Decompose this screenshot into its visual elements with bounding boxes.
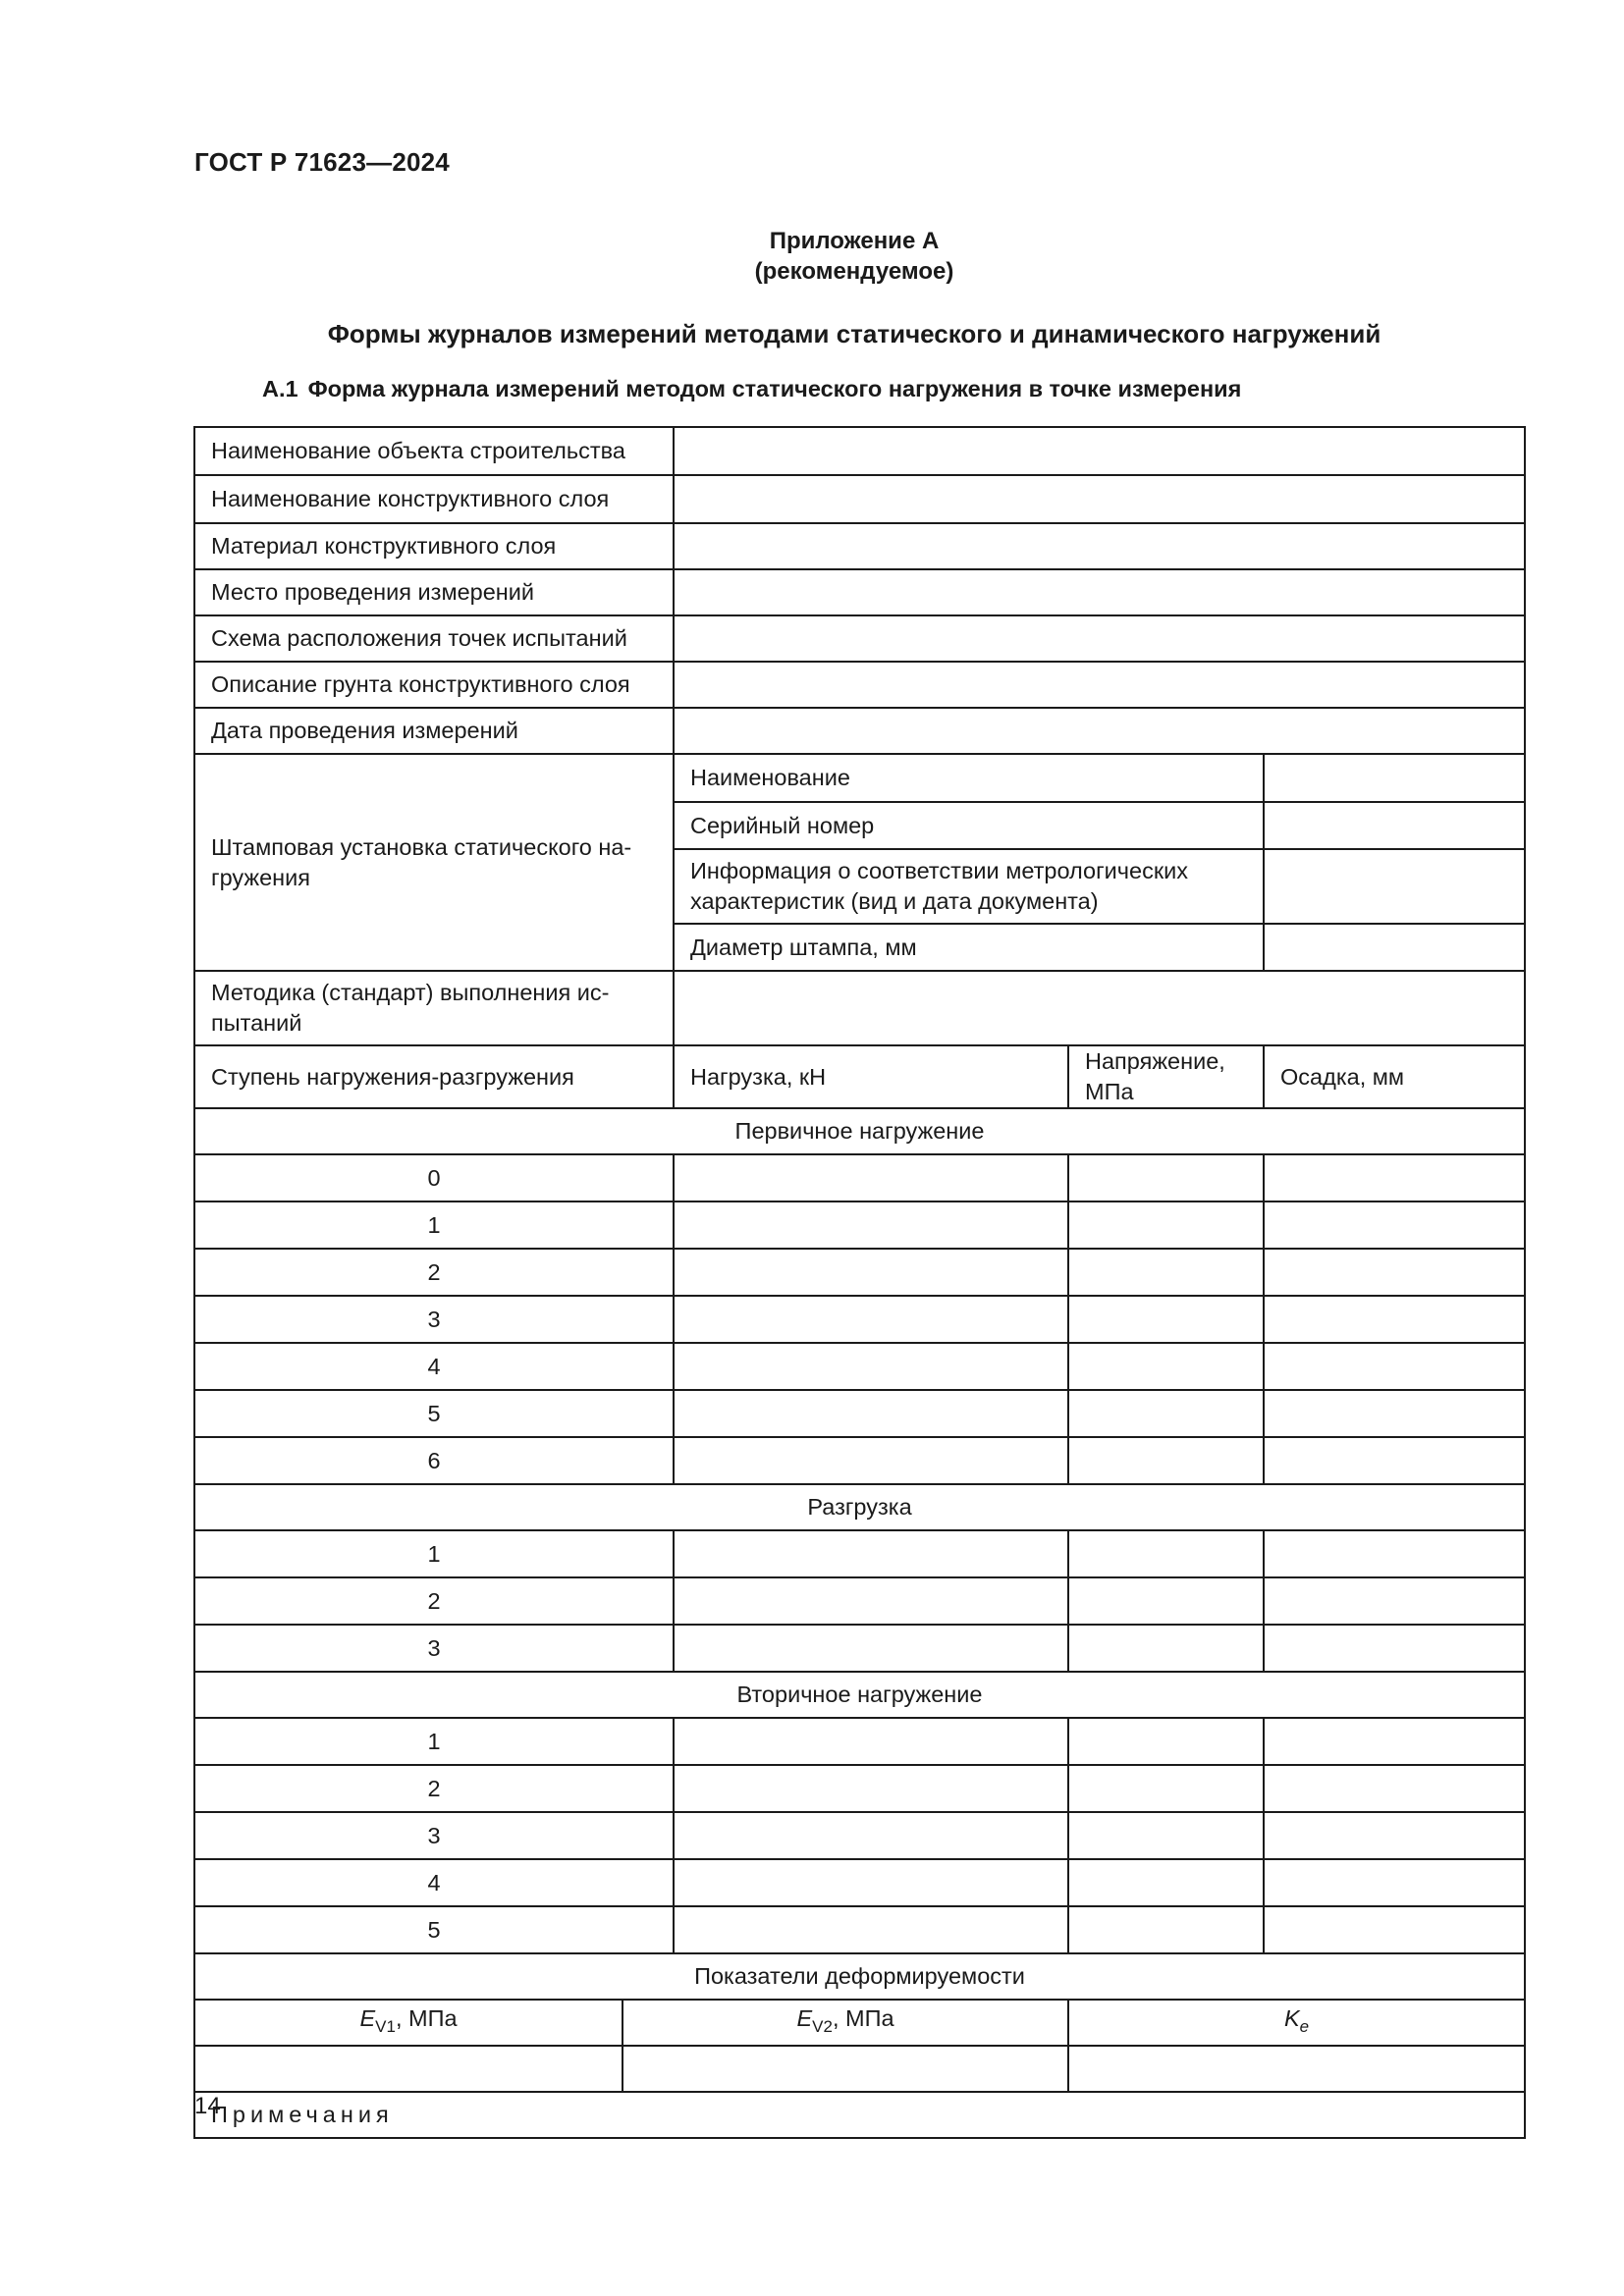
appendix-title: Приложение А — [769, 228, 940, 254]
settlement-cell[interactable] — [1264, 1765, 1525, 1812]
settlement-cell[interactable] — [1264, 1577, 1525, 1625]
page-number: 14 — [194, 2093, 221, 2119]
step-row — [194, 1812, 1525, 1859]
stress-cell[interactable] — [1068, 1577, 1264, 1625]
appendix-heading — [0, 226, 1624, 287]
appendix-subtitle: (рекомендуемое) — [754, 258, 954, 285]
stamp-row — [194, 754, 1525, 802]
section-header-row — [194, 1953, 1525, 2000]
stamp-item-label: Серийный номер — [674, 802, 1264, 849]
load-cell[interactable] — [674, 1530, 1068, 1577]
section-header-deformation: Показатели деформируемости — [194, 1953, 1525, 2000]
load-cell[interactable] — [674, 1859, 1068, 1906]
info-value-cell[interactable] — [674, 615, 1525, 662]
ev2-index: V2 — [812, 2017, 833, 2036]
info-label: Место проведения измерений — [194, 569, 674, 615]
step-number: 3 — [194, 1812, 674, 1859]
ev1-value-cell[interactable] — [194, 2046, 623, 2092]
load-cell[interactable] — [674, 1296, 1068, 1343]
settlement-cell[interactable] — [1264, 1812, 1525, 1859]
stamp-item-label: Диаметр штампа, мм — [674, 924, 1264, 971]
step-row — [194, 1201, 1525, 1249]
step-row — [194, 1390, 1525, 1437]
settlement-cell[interactable] — [1264, 1906, 1525, 1953]
stress-cell[interactable] — [1068, 1718, 1264, 1765]
step-row — [194, 1906, 1525, 1953]
info-label: Дата проведения измерений — [194, 708, 674, 754]
section-header-secondary-loading: Вторичное нагружение — [194, 1672, 1525, 1718]
info-label: Описание грунта конструктивного слоя — [194, 662, 674, 708]
step-row — [194, 1577, 1525, 1625]
step-row — [194, 1718, 1525, 1765]
stress-cell[interactable] — [1068, 1859, 1264, 1906]
load-cell[interactable] — [674, 1577, 1068, 1625]
load-cell[interactable] — [674, 1812, 1068, 1859]
load-cell[interactable] — [674, 1249, 1068, 1296]
stamp-label — [194, 754, 674, 971]
info-row — [194, 475, 1525, 523]
notes-cell[interactable] — [194, 2092, 1525, 2138]
stamp-item-label: Наименование — [674, 754, 1264, 802]
info-label: Наименование конструктивного слоя — [194, 475, 674, 523]
step-number: 5 — [194, 1390, 674, 1437]
load-cell[interactable] — [674, 1625, 1068, 1672]
method-label-line: Методика (стандарт) выполнения ис- — [211, 980, 610, 1005]
step-number: 4 — [194, 1859, 674, 1906]
step-number: 1 — [194, 1718, 674, 1765]
stamp-item-value-cell[interactable] — [1264, 754, 1525, 802]
info-value-cell[interactable] — [674, 427, 1525, 475]
load-cell[interactable] — [674, 1765, 1068, 1812]
info-value-cell[interactable] — [674, 708, 1525, 754]
section-header-row — [194, 1484, 1525, 1530]
stamp-item-value-cell[interactable] — [1264, 849, 1525, 924]
column-header-settlement: Осадка, мм — [1264, 1045, 1525, 1108]
step-row — [194, 1859, 1525, 1906]
metrology-line: характеристик (вид и дата документа) — [690, 888, 1099, 914]
deformation-header-row — [194, 2000, 1525, 2046]
ev1-index: V1 — [375, 2017, 396, 2036]
stress-cell[interactable] — [1068, 1249, 1264, 1296]
ke-header — [1068, 2000, 1525, 2046]
load-cell[interactable] — [674, 1154, 1068, 1201]
settlement-cell[interactable] — [1264, 1201, 1525, 1249]
notes-row — [194, 2092, 1525, 2138]
info-row — [194, 615, 1525, 662]
stamp-item-value-cell[interactable] — [1264, 802, 1525, 849]
stamp-label-line: гружения — [211, 864, 311, 890]
step-number: 2 — [194, 1249, 674, 1296]
section-header-row — [194, 1108, 1525, 1154]
ke-value-cell[interactable] — [1068, 2046, 1525, 2092]
settlement-cell[interactable] — [1264, 1718, 1525, 1765]
ke-symbol: K — [1283, 2005, 1300, 2031]
ev1-symbol: E — [359, 2005, 376, 2031]
stress-cell[interactable] — [1068, 1201, 1264, 1249]
load-cell[interactable] — [674, 1718, 1068, 1765]
load-cell[interactable] — [674, 1390, 1068, 1437]
load-cell[interactable] — [674, 1906, 1068, 1953]
column-header-load: Нагрузка, кН — [674, 1045, 1068, 1108]
section-header-primary-loading: Первичное нагружение — [194, 1108, 1525, 1154]
section-title-text: Форма журнала измерений методом статического нагружения в точке измерения — [307, 376, 1242, 401]
step-row — [194, 1249, 1525, 1296]
step-row — [194, 1343, 1525, 1390]
step-row — [194, 1437, 1525, 1484]
step-row — [194, 1625, 1525, 1672]
stress-cell[interactable] — [1068, 1343, 1264, 1390]
step-row — [194, 1530, 1525, 1577]
load-cell[interactable] — [674, 1437, 1068, 1484]
method-value-cell[interactable] — [674, 971, 1525, 1045]
settlement-cell[interactable] — [1264, 1343, 1525, 1390]
stress-cell[interactable] — [1068, 1812, 1264, 1859]
step-number: 5 — [194, 1906, 674, 1953]
info-value-cell[interactable] — [674, 569, 1525, 615]
settlement-cell[interactable] — [1264, 1390, 1525, 1437]
info-label: Материал конструктивного слоя — [194, 523, 674, 569]
document-code: ГОСТ Р 71623—2024 — [194, 147, 450, 177]
settlement-cell[interactable] — [1264, 1296, 1525, 1343]
stress-cell[interactable] — [1068, 1765, 1264, 1812]
method-label — [194, 971, 674, 1045]
section-header-unloading: Разгрузка — [194, 1484, 1525, 1530]
info-value-cell[interactable] — [674, 475, 1525, 523]
settlement-cell[interactable] — [1264, 1859, 1525, 1906]
column-header-stress: Напряжение, МПа — [1068, 1045, 1264, 1108]
measurement-journal-table — [193, 426, 1526, 2139]
info-value-cell[interactable] — [674, 662, 1525, 708]
main-title: Формы журналов измерений методами статического и динамического нагружений — [327, 319, 1381, 348]
ev2-value-cell[interactable] — [623, 2046, 1068, 2092]
section-title — [262, 376, 1241, 402]
column-header-step: Ступень нагружения-разгружения — [194, 1045, 674, 1108]
settlement-cell[interactable] — [1264, 1154, 1525, 1201]
stamp-item-value-cell[interactable] — [1264, 924, 1525, 971]
info-label: Схема расположения точек испытаний — [194, 615, 674, 662]
info-value-cell[interactable] — [674, 523, 1525, 569]
stress-cell[interactable] — [1068, 1154, 1264, 1201]
step-number: 1 — [194, 1530, 674, 1577]
method-label-line: пытаний — [211, 1010, 302, 1036]
ev1-unit: , МПа — [395, 2005, 458, 2031]
info-label: Наименование объекта строительства — [194, 427, 674, 475]
ev2-symbol: E — [796, 2005, 813, 2031]
step-number: 2 — [194, 1765, 674, 1812]
load-cell[interactable] — [674, 1343, 1068, 1390]
info-row — [194, 569, 1525, 615]
stamp-item-label — [674, 849, 1264, 924]
info-row — [194, 523, 1525, 569]
settlement-cell[interactable] — [1264, 1249, 1525, 1296]
step-number: 0 — [194, 1154, 674, 1201]
metrology-line: Информация о соответствии метрологических — [690, 858, 1189, 883]
stress-cell[interactable] — [1068, 1390, 1264, 1437]
stress-cell[interactable] — [1068, 1437, 1264, 1484]
section-header-row — [194, 1672, 1525, 1718]
ev2-header — [623, 2000, 1068, 2046]
column-header-row — [194, 1045, 1525, 1108]
ev1-header — [194, 2000, 623, 2046]
step-row — [194, 1765, 1525, 1812]
info-row — [194, 427, 1525, 475]
info-row — [194, 708, 1525, 754]
stress-cell[interactable] — [1068, 1625, 1264, 1672]
section-number: А.1 — [262, 376, 298, 401]
stamp-label-line: Штамповая установка статического на- — [211, 833, 632, 860]
ev2-unit: , МПа — [832, 2005, 894, 2031]
method-row — [194, 971, 1525, 1045]
step-row — [194, 1154, 1525, 1201]
step-number: 3 — [194, 1296, 674, 1343]
step-row — [194, 1296, 1525, 1343]
step-number: 3 — [194, 1625, 674, 1672]
stress-cell[interactable] — [1068, 1906, 1264, 1953]
step-number: 4 — [194, 1343, 674, 1390]
step-number: 1 — [194, 1201, 674, 1249]
deformation-value-row — [194, 2046, 1525, 2092]
notes-label: Примечания — [211, 2102, 394, 2127]
ke-index: e — [1299, 2017, 1310, 2036]
stress-cell[interactable] — [1068, 1530, 1264, 1577]
settlement-cell[interactable] — [1264, 1530, 1525, 1577]
load-cell[interactable] — [674, 1201, 1068, 1249]
settlement-cell[interactable] — [1264, 1625, 1525, 1672]
stress-cell[interactable] — [1068, 1296, 1264, 1343]
step-number: 2 — [194, 1577, 674, 1625]
step-number: 6 — [194, 1437, 674, 1484]
settlement-cell[interactable] — [1264, 1437, 1525, 1484]
info-row — [194, 662, 1525, 708]
